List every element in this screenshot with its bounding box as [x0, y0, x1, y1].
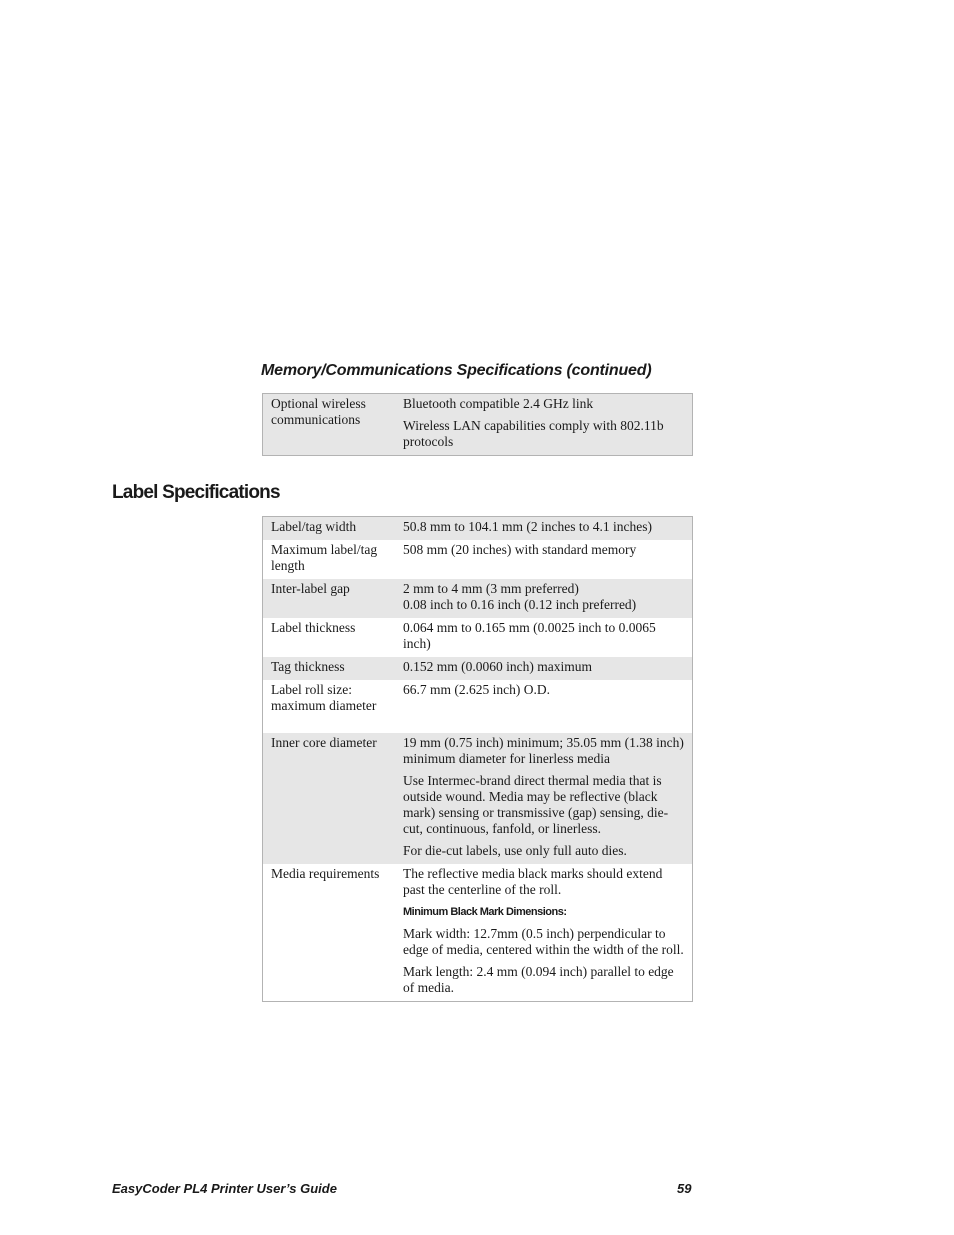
- table-row: [263, 618, 693, 657]
- spec-key: Optional wireless communications: [263, 394, 396, 456]
- label-section-title: Label Specifications: [112, 482, 280, 503]
- spec-value-line: Use Intermec-brand direct thermal media that is outside wound. Media may be reflective (black mark) sensing or transmissive (gap) sensing, die-cut, continuous, fanfold, or linerless.: [403, 773, 669, 836]
- spec-value-line: For die-cut labels, use only full auto dies.: [403, 843, 627, 858]
- spec-key: Maximum label/tag length: [271, 542, 378, 573]
- spec-value: 0.152 mm (0.0060 inch) maximum: [395, 657, 693, 680]
- spec-value-line: Bluetooth compatible 2.4 GHz link: [403, 396, 594, 411]
- table-row: [263, 657, 693, 680]
- spec-value-line: Mark width: 12.7mm (0.5 inch) perpendicular to edge of media, centered within the width of the roll.: [403, 926, 684, 957]
- spec-key: Label roll size: maximum diameter: [271, 682, 377, 713]
- spec-value: 50.8 mm to 104.1 mm (2 inches to 4.1 inches): [395, 517, 693, 541]
- spec-value: [395, 394, 693, 456]
- table-row: [263, 864, 693, 1002]
- table-row: [263, 579, 693, 618]
- footer-title: EasyCoder PL4 Printer User’s Guide: [112, 1181, 337, 1196]
- spec-value: [395, 579, 693, 618]
- table-row: [263, 394, 693, 456]
- page-number: 59: [677, 1181, 692, 1196]
- spec-key: Inner core diameter: [263, 733, 396, 864]
- spec-value-line: The reflective media black marks should extend past the centerline of the roll.: [403, 866, 663, 897]
- spec-subheading: Minimum Black Mark Dimensions:: [403, 906, 567, 918]
- table-row: [263, 680, 693, 733]
- memory-spec-table: [262, 393, 693, 456]
- spec-value: [395, 733, 693, 864]
- spec-value-line: 19 mm (0.75 inch) minimum; 35.05 mm (1.38 inch) minimum diameter for linerless media: [403, 735, 684, 766]
- spec-value: 0.064 mm to 0.165 mm (0.0025 inch to 0.0065 inch): [403, 620, 656, 651]
- spec-key: Label thickness: [271, 620, 356, 635]
- table-row: [263, 540, 693, 579]
- spec-key: Inter-label gap: [263, 579, 396, 618]
- table-row: [263, 517, 693, 541]
- spec-key: Tag thickness: [263, 657, 396, 680]
- spec-key: Label/tag width: [263, 517, 396, 541]
- label-spec-table: [262, 516, 693, 1002]
- spec-value: [395, 864, 693, 1002]
- spec-key: Media requirements: [271, 866, 380, 881]
- memory-section-title: Memory/Communications Specifications (continued): [261, 362, 652, 379]
- spec-value-line: 2 mm to 4 mm (3 mm preferred): [403, 581, 579, 596]
- spec-value-line: 0.08 inch to 0.16 inch (0.12 inch preferred): [403, 597, 637, 612]
- spec-value: 508 mm (20 inches) with standard memory: [403, 542, 637, 557]
- spec-value-line: Wireless LAN capabilities comply with 802.11b protocols: [403, 418, 664, 449]
- table-row: [263, 733, 693, 864]
- spec-value-line: Mark length: 2.4 mm (0.094 inch) parallel to edge of media.: [403, 964, 674, 995]
- spec-value: 66.7 mm (2.625 inch) O.D.: [403, 682, 550, 697]
